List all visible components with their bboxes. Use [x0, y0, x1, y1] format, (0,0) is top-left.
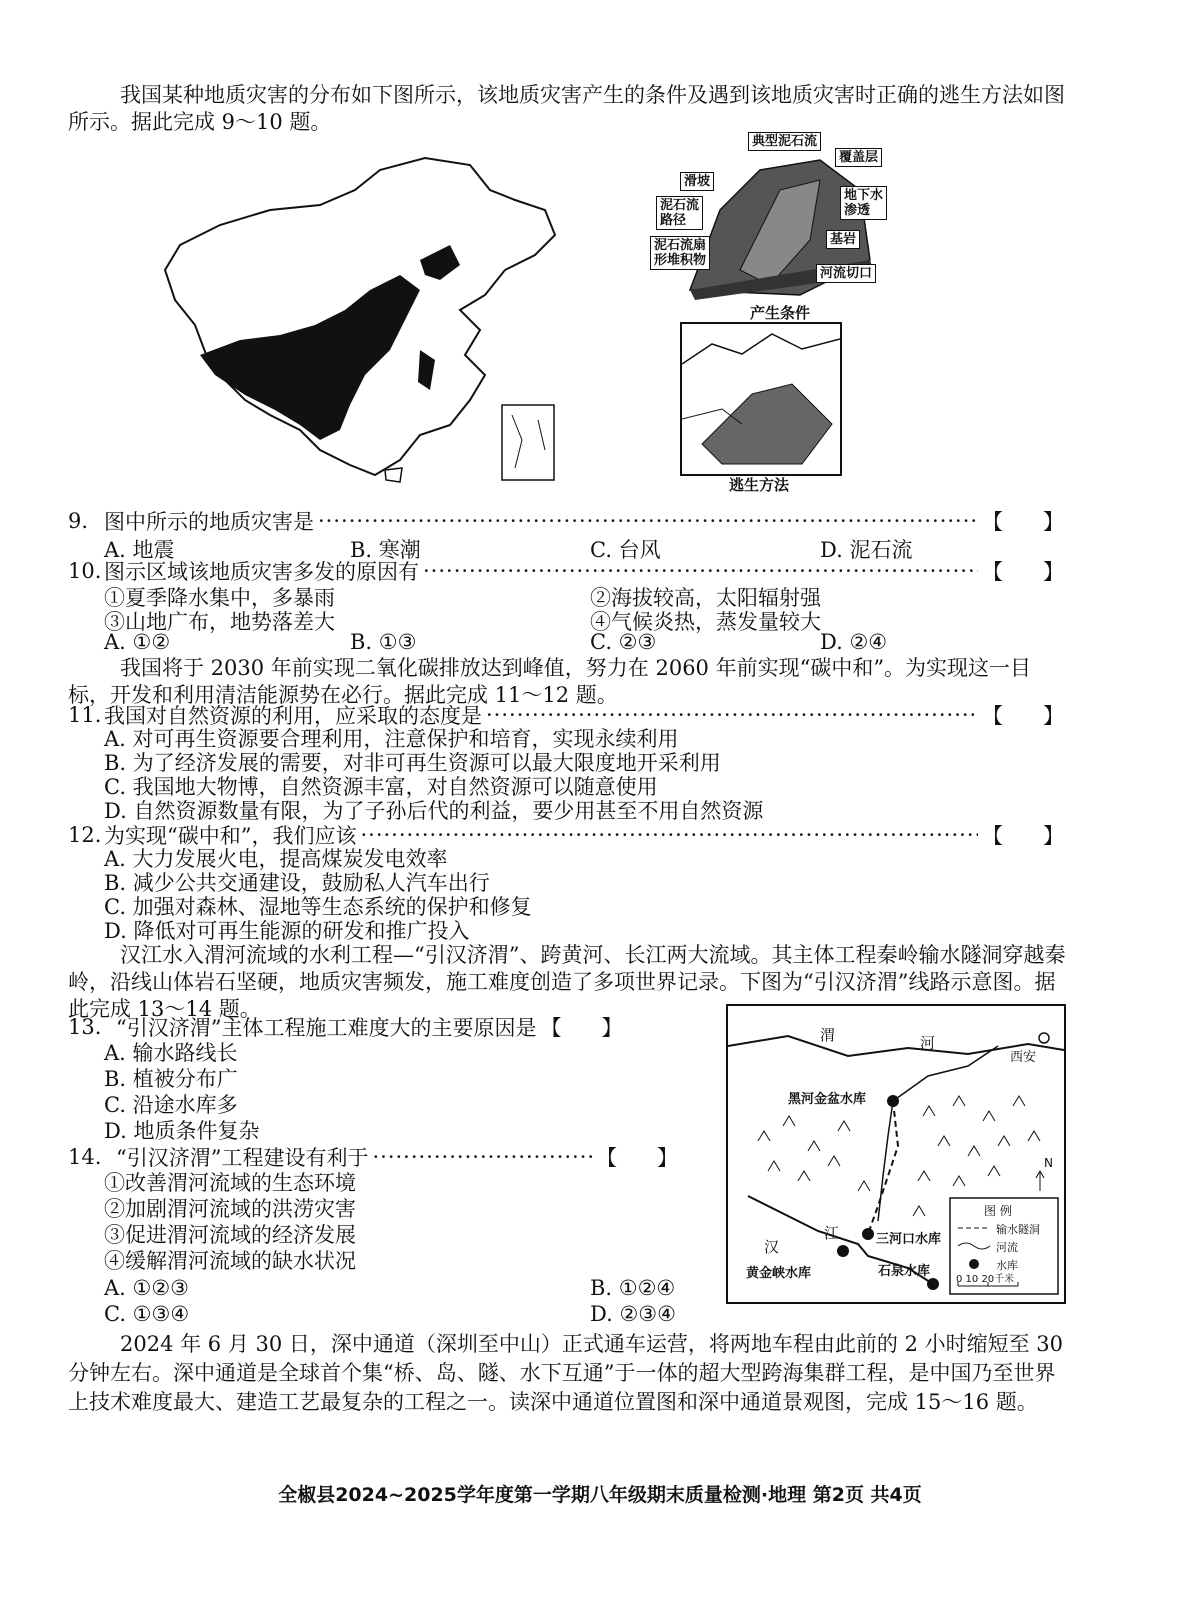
label-fan-deposit: 泥石流扇 形堆积物	[650, 236, 710, 270]
q14-statement-3: ③促进渭河流域的经济发展	[104, 1223, 356, 1247]
q12-option-d[interactable]: D. 降低对可再生能源的研发和推广投入	[104, 919, 470, 943]
q11-leader	[486, 703, 978, 727]
q12-option-b[interactable]: B. 减少公共交通建设，鼓励私人汽车出行	[104, 871, 490, 895]
reservoir-heihe	[887, 1095, 899, 1107]
q10-number: 10.	[68, 559, 102, 583]
q9-option-c[interactable]: C. 台风	[590, 538, 661, 562]
label-xian: 西安	[1010, 1050, 1037, 1065]
debris-flow-conditions-figure	[650, 130, 910, 320]
china-distribution-map	[150, 150, 570, 485]
hainan-island	[385, 468, 402, 482]
q13-stem: “引汉济渭”主体工程施工难度大的主要原因是	[116, 1016, 537, 1040]
q12-number: 12.	[68, 823, 102, 847]
q13-option-c[interactable]: C. 沿途水库多	[104, 1093, 238, 1117]
question-10	[68, 558, 1064, 584]
intro-paragraph-4: 2024 年 6 月 30 日，深中通道（深圳至中山）正式通车运营，将两地车程由此前的 2 小时缩短至 30 分钟左右。深中通道是全球首个集“桥、岛、隧、水下互通”于一体的超大型跨海集群工程，是中国乃至世界上技术难度最大、建造工艺最复杂的工程之一。读深中通道位置图和深中通道景观图，完成 15～16 题。	[68, 1332, 1064, 1414]
q14-number: 14.	[68, 1145, 102, 1169]
label-jiang: 江	[824, 1224, 840, 1242]
q11-option-b[interactable]: B. 为了经济发展的需要，对非可再生资源可以最大限度地开采利用	[104, 751, 721, 775]
caption-escape: 逃生方法	[728, 476, 789, 494]
q14-option-b[interactable]: B. ①②④	[590, 1276, 676, 1300]
q11-option-c[interactable]: C. 我国地大物博，自然资源丰富，对自然资源可以随意使用	[104, 775, 658, 799]
caption-conditions: 产生条件	[749, 304, 810, 322]
q13-option-b[interactable]: B. 植被分布广	[104, 1067, 238, 1091]
q14-statement-4: ④缓解渭河流域的缺水状况	[104, 1249, 356, 1273]
q13-number: 13.	[68, 1015, 102, 1039]
q12-answer-bracket[interactable]: 【 】	[982, 824, 1064, 848]
label-debris-path: 泥石流 路径	[656, 196, 703, 230]
q12-leader	[360, 823, 978, 847]
intro-paragraph-2: 我国将于 2030 年前实现二氧化碳排放达到峰值，努力在 2060 年前实现“碳中和”。为实现这一目标，开发和利用清洁能源势在必行。据此完成 11～12 题。	[68, 656, 1032, 707]
q11-number: 11.	[68, 703, 102, 727]
q13-option-d[interactable]: D. 地质条件复杂	[104, 1119, 260, 1143]
intro-paragraph-3: 汉江水入渭河流域的水利工程—“引汉济渭”、跨黄河、长江两大流域。其主体工程秦岭输水隧洞穿越秦岭，沿线山体岩石坚硬，地质灾害频发，施工难度创造了多项世界记录。下图为“引汉济渭”线路示意图。据此完成 13～14 题。	[68, 943, 1066, 1021]
q10-statements-row1	[104, 582, 1004, 608]
label-groundwater: 地下水 渗透	[840, 186, 887, 220]
q9-number: 9.	[68, 509, 89, 533]
label-bedrock: 基岩	[826, 230, 860, 249]
reservoir-huangjinxia	[837, 1245, 849, 1257]
q10-statement-1: ①夏季降水集中，多暴雨	[104, 586, 335, 610]
q9-leader	[318, 509, 978, 533]
q11-answer-bracket[interactable]: 【 】	[982, 704, 1064, 728]
legend-title: 图 例	[984, 1204, 1012, 1218]
q14-option-c[interactable]: C. ①③④	[104, 1302, 190, 1326]
q14-answer-bracket[interactable]: 【 】	[596, 1146, 678, 1170]
label-heihe-reservoir: 黑河金盆水库	[788, 1092, 867, 1107]
legend-tunnel: 输水隧洞	[996, 1223, 1040, 1236]
reservoir-sanhekou	[862, 1228, 874, 1240]
q10-statement-2: ②海拔较高，太阳辐射强	[590, 586, 821, 610]
q14-stem: “引汉济渭”工程建设有利于	[116, 1146, 369, 1170]
q10-leader	[423, 559, 978, 583]
label-sanhekou-reservoir: 三河口水库	[876, 1232, 942, 1247]
q14-statement-2: ②加剧渭河流域的洪涝灾害	[104, 1197, 356, 1221]
question-14	[68, 1144, 678, 1170]
label-north: N	[1044, 1156, 1053, 1170]
label-typical-debris-flow: 典型泥石流	[748, 132, 821, 151]
q12-option-a[interactable]: A. 大力发展火电，提高煤炭发电效率	[104, 847, 448, 871]
q10-statement-3: ③山地广布，地势落差大	[104, 610, 335, 634]
label-wei-2: 河	[920, 1034, 936, 1052]
q11-option-d[interactable]: D. 自然资源数量有限，为了子孙后代的利益，要少用甚至不用自然资源	[104, 799, 764, 823]
q10-stem: 图示区域该地质灾害多发的原因有	[104, 560, 419, 584]
reservoir-shiquan	[927, 1278, 939, 1290]
escape-scene	[682, 324, 840, 474]
xian-city-symbol	[1039, 1033, 1049, 1043]
legend-reservoir: 水库	[996, 1259, 1018, 1272]
legend-river: 河流	[996, 1241, 1018, 1254]
q14-leader	[372, 1145, 592, 1169]
q10-option-a[interactable]: A. ①②	[104, 630, 171, 654]
yinhanjiwei-route-map	[726, 1004, 1066, 1304]
label-shiquan-reservoir: 石泉水库	[878, 1264, 931, 1279]
q10-statement-4: ④气候炎热，蒸发量较大	[590, 610, 821, 634]
question-9	[68, 508, 1064, 534]
north-arrow	[1036, 1171, 1044, 1191]
q9-option-d[interactable]: D. 泥石流	[820, 538, 913, 562]
q14-statement-1: ①改善渭河流域的生态环境	[104, 1171, 356, 1195]
question-11	[68, 702, 1064, 728]
q10-statements-row2	[104, 606, 1004, 632]
q10-options	[104, 630, 1004, 656]
q14-option-d[interactable]: D. ②③④	[590, 1302, 676, 1326]
q9-stem: 图中所示的地质灾害是	[104, 510, 314, 534]
intro-paragraph-1: 我国某种地质灾害的分布如下图所示，该地质灾害产生的条件及遇到该地质灾害时正确的逃生方法如图所示。据此完成 9～10 题。	[68, 83, 1065, 134]
q13-answer-bracket[interactable]: 【 】	[540, 1016, 623, 1040]
q12-option-c[interactable]: C. 加强对森林、湿地等生态系统的保护和修复	[104, 895, 532, 919]
q9-option-b[interactable]: B. 寒潮	[350, 538, 421, 562]
question-12	[68, 822, 1064, 848]
q9-answer-bracket[interactable]: 【 】	[982, 510, 1064, 534]
q10-answer-bracket[interactable]: 【 】	[982, 560, 1064, 584]
south-china-sea-inset	[502, 405, 554, 480]
label-cover-layer: 覆盖层	[835, 148, 882, 167]
label-han: 汉	[764, 1238, 780, 1256]
q10-option-d[interactable]: D. ②④	[820, 630, 888, 654]
legend-scale: 0 10 20千米	[956, 1274, 1015, 1285]
q13-option-a[interactable]: A. 输水路线长	[104, 1041, 238, 1065]
label-huangjinxia-reservoir: 黄金峡水库	[746, 1266, 812, 1281]
q14-options-row2	[104, 1302, 1004, 1328]
label-river-cut: 河流切口	[816, 264, 876, 283]
question-13	[68, 1014, 678, 1040]
q14-option-a[interactable]: A. ①②③	[104, 1276, 189, 1300]
q12-stem: 为实现“碳中和”，我们应该	[104, 824, 357, 848]
escape-method-figure	[680, 322, 842, 476]
q10-option-c[interactable]: C. ②③	[590, 630, 657, 654]
q10-option-b[interactable]: B. ①③	[350, 630, 417, 654]
q9-option-a[interactable]: A. 地震	[104, 538, 175, 562]
q11-stem: 我国对自然资源的利用，应采取的态度是	[104, 704, 482, 728]
label-wei-1: 渭	[820, 1026, 836, 1044]
label-landslide: 滑坡	[680, 172, 714, 191]
q11-option-a[interactable]: A. 对可再生资源要合理利用，注意保护和培育，实现永续利用	[104, 727, 679, 751]
water-tunnel	[868, 1101, 898, 1234]
page-footer: 全椒县2024~2025学年度第一学期八年级期末质量检测·地理 第2页 共4页	[278, 1484, 922, 1506]
